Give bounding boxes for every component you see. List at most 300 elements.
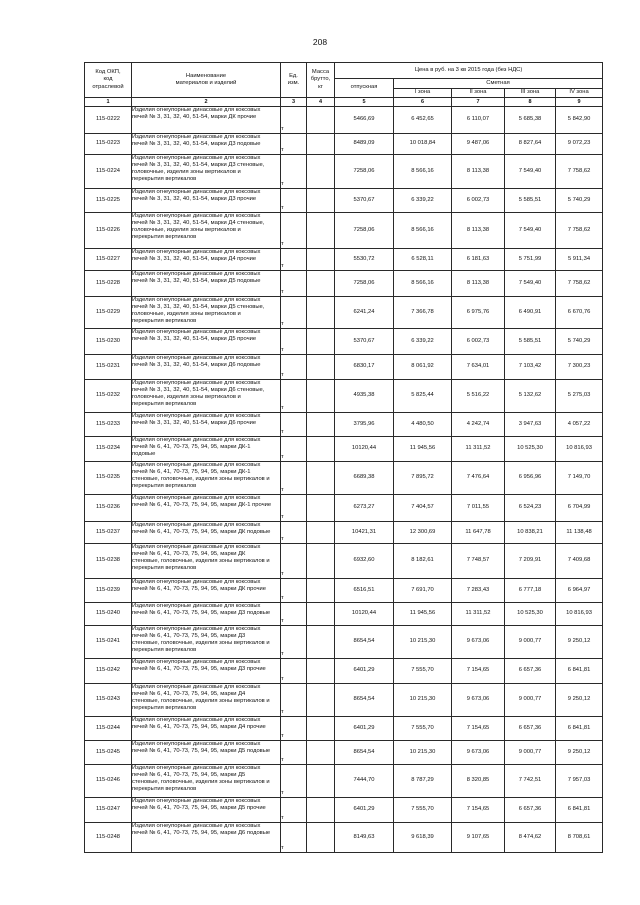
unit-value: т (281, 125, 284, 132)
mass-cell (307, 355, 335, 380)
product-name-line: Изделия огнеупорные динасовые для коксовых (132, 603, 261, 609)
product-name-line: Изделия огнеупорные динасовые для коксовых (132, 684, 261, 690)
zone-4-price: 4 057,22 (567, 420, 591, 427)
table-row (85, 579, 603, 603)
product-name-line: печей № 3, 31, 32, 40, 51-54, марки ДК прочие (132, 114, 257, 121)
column-number: 6 (394, 98, 452, 107)
code-cell (85, 603, 132, 626)
mass-cell (307, 329, 335, 355)
zone-1-price: 7 404,57 (411, 504, 434, 511)
column-number-row (85, 98, 603, 107)
unit-value: т (281, 756, 284, 763)
zone-4-price-cell (556, 249, 603, 271)
product-name-line: перекрытия вертикалов (132, 483, 197, 490)
zone-2-price-cell (452, 522, 505, 544)
zone-2-price-cell (452, 189, 505, 213)
product-name-line: Изделия огнеупорные динасовые для коксовых (132, 380, 261, 386)
zone-1-price: 7 366,78 (411, 308, 434, 315)
unit-cell (281, 413, 307, 437)
zone-2-price: 6 181,63 (466, 255, 490, 262)
zone-3-price: 6 956,96 (518, 474, 542, 481)
zone-2-price: 7 634,01 (466, 363, 490, 370)
product-name-line: перекрытия вертикалов (132, 786, 197, 793)
product-name-line: печей № 3, 31, 32, 40, 51-54, марки Д6 подовые (132, 362, 261, 369)
zone-1-price: 6 452,65 (411, 116, 434, 123)
release-price: 6273,27 (353, 504, 375, 511)
name-cell (132, 765, 281, 798)
name-cell (132, 355, 281, 380)
release-price-cell (335, 717, 394, 741)
product-name-line: Изделия огнеупорные динасовые для коксовых (132, 355, 261, 361)
zone-4-price-cell (556, 297, 603, 329)
table-row (85, 659, 603, 684)
release-price: 7258,06 (353, 279, 375, 286)
header-row (85, 63, 603, 79)
release-price-cell (335, 495, 394, 522)
product-name-line: печей № 3, 31, 32, 40, 51-54, марки Д4 прочие (132, 256, 257, 263)
product-code: 115-0235 (95, 474, 121, 481)
product-name-line: Изделия огнеупорные динасовые для коксовых (132, 413, 261, 419)
zone-2-price-cell (452, 134, 505, 155)
product-name-line: печей № 3, 31, 32, 40, 51-54, марки Д3 прочие (132, 196, 257, 203)
release-price-cell (335, 765, 394, 798)
product-name-line: стеновые, головочные, изделия зоны вертикалов и (132, 698, 270, 705)
table-row (85, 355, 603, 380)
unit-value: т (281, 675, 284, 682)
mass-cell (307, 544, 335, 579)
unit-value: т (281, 262, 284, 269)
zone-3-price: 7 742,51 (518, 777, 542, 784)
zone-4-price: 9 250,12 (567, 638, 591, 645)
mass-cell (307, 798, 335, 823)
product-name-line: Изделия огнеупорные динасовые для коксовых (132, 189, 261, 195)
zone-1-price-cell (394, 329, 452, 355)
release-price: 8654,54 (353, 748, 375, 755)
code-cell (85, 329, 132, 355)
product-name-line: Изделия огнеупорные динасовые для коксовых (132, 659, 261, 665)
zone-1-price-cell (394, 107, 452, 134)
header-zone-2: II зона (452, 89, 505, 98)
zone-2-price: 6 110,07 (466, 116, 490, 123)
table-row (85, 155, 603, 189)
unit-cell (281, 522, 307, 544)
column-number: 1 (85, 98, 132, 107)
product-name-line: стеновые, головочные, изделия зоны вертикалов и (132, 640, 270, 647)
zone-3-price: 9 000,77 (518, 696, 542, 703)
release-price: 10421,31 (351, 528, 377, 535)
unit-value: т (281, 570, 284, 577)
zone-1-price-cell (394, 413, 452, 437)
zone-3-price: 8 827,64 (518, 140, 542, 147)
zone-1-price-cell (394, 626, 452, 659)
zone-4-price: 11 138,48 (566, 528, 592, 535)
unit-value: т (281, 789, 284, 796)
release-price: 3795,96 (353, 420, 375, 427)
unit-cell (281, 380, 307, 413)
product-code: 115-0232 (95, 392, 121, 399)
zone-1-price: 8 566,16 (411, 226, 434, 233)
zone-2-price: 8 113,38 (466, 226, 490, 233)
product-code: 115-0225 (95, 196, 121, 203)
code-cell (85, 134, 132, 155)
zone-2-price-cell (452, 355, 505, 380)
zone-2-price-cell (452, 495, 505, 522)
mass-cell (307, 462, 335, 495)
mass-cell (307, 134, 335, 155)
product-name-line: подовые (132, 451, 156, 458)
zone-1-price-cell (394, 437, 452, 462)
release-price-cell (335, 462, 394, 495)
unit-value: т (281, 320, 284, 327)
zone-1-price-cell (394, 495, 452, 522)
table-row (85, 717, 603, 741)
zone-2-price: 6 975,76 (466, 308, 490, 315)
zone-1-price-cell (394, 544, 452, 579)
unit-value: т (281, 594, 284, 601)
zone-3-price: 6 657,36 (518, 667, 542, 674)
header-estimate-price: Сметная (394, 79, 603, 89)
table-row (85, 544, 603, 579)
unit-cell (281, 155, 307, 189)
name-cell (132, 413, 281, 437)
unit-value: т (281, 650, 284, 657)
zone-2-price-cell (452, 462, 505, 495)
release-price-cell (335, 355, 394, 380)
zone-3-price: 8 474,62 (518, 833, 542, 840)
unit-value: т (281, 453, 284, 460)
unit-cell (281, 462, 307, 495)
product-name-line: печей № 3, 31, 32, 40, 51-54, марки Д5 прочие (132, 336, 257, 343)
release-price-cell (335, 249, 394, 271)
zone-1-price: 7 691,70 (411, 586, 434, 593)
release-price: 6516,51 (353, 586, 375, 593)
code-cell (85, 495, 132, 522)
header-name (132, 63, 281, 98)
zone-4-price: 7 149,70 (567, 474, 591, 481)
zone-3-price-cell (505, 522, 556, 544)
product-code: 115-0244 (95, 724, 121, 731)
product-name-line: печей № 6, 41, 70-73, 75, 94, 95, марки ДК-1 прочие (132, 502, 272, 509)
table-row (85, 603, 603, 626)
zone-4-price-cell (556, 462, 603, 495)
release-price-cell (335, 823, 394, 853)
zone-1-price: 7 555,70 (411, 724, 434, 731)
zone-3-price-cell (505, 579, 556, 603)
zone-2-price: 7 748,57 (466, 557, 490, 564)
zone-2-price-cell (452, 544, 505, 579)
zone-3-price-cell (505, 717, 556, 741)
unit-value: т (281, 732, 284, 739)
zone-2-price-cell (452, 579, 505, 603)
zone-4-price: 5 275,03 (567, 392, 591, 399)
product-name-line: Изделия огнеупорные динасовые для коксовых (132, 626, 261, 632)
table-row (85, 297, 603, 329)
zone-1-price-cell (394, 462, 452, 495)
product-name-line: головочные, изделия зоны вертикалов и (132, 311, 241, 318)
table-row (85, 626, 603, 659)
zone-3-price-cell (505, 544, 556, 579)
zone-1-price: 7 555,70 (411, 806, 434, 813)
product-name-line: печей № 6, 41, 70-73, 75, 94, 95, марки Д3 (132, 633, 246, 640)
product-name-line: Изделия огнеупорные динасовые для коксовых (132, 297, 261, 303)
unit-cell (281, 134, 307, 155)
release-price-cell (335, 155, 394, 189)
zone-1-price: 9 618,39 (411, 833, 434, 840)
mass-cell (307, 189, 335, 213)
mass-cell (307, 413, 335, 437)
zone-4-price-cell (556, 355, 603, 380)
release-price: 5466,69 (353, 116, 375, 123)
table-row (85, 189, 603, 213)
product-name-line: Изделия огнеупорные динасовые для коксовых (132, 579, 261, 585)
zone-1-price-cell (394, 355, 452, 380)
column-number: 9 (556, 98, 603, 107)
zone-3-price: 9 000,77 (518, 638, 542, 645)
header-code-text: отраслевой (92, 83, 124, 90)
zone-1-price-cell (394, 213, 452, 249)
release-price-cell (335, 271, 394, 297)
zone-4-price-cell (556, 271, 603, 297)
zone-1-price: 8 182,61 (411, 557, 434, 564)
table-row (85, 249, 603, 271)
zone-3-price-cell (505, 380, 556, 413)
zone-2-price: 9 107,65 (466, 833, 490, 840)
unit-value: т (281, 513, 284, 520)
header-mass-text: брутто, (310, 76, 331, 83)
table-row (85, 134, 603, 155)
zone-4-price-cell (556, 579, 603, 603)
release-price: 10120,44 (351, 610, 377, 617)
product-name-line: Изделия огнеупорные динасовые для коксовых (132, 717, 261, 723)
mass-cell (307, 626, 335, 659)
name-cell (132, 544, 281, 579)
zone-3-price: 5 585,51 (518, 337, 542, 344)
release-price-cell (335, 413, 394, 437)
header-unit (281, 63, 307, 98)
product-name-line: печей № 3, 31, 32, 40, 51-54, марки Д6 прочие (132, 420, 257, 427)
product-code: 115-0224 (95, 167, 121, 174)
table-row (85, 213, 603, 249)
zone-1-price-cell (394, 765, 452, 798)
product-code: 115-0242 (95, 667, 121, 674)
zone-2-price: 7 154,65 (466, 806, 490, 813)
release-price-cell (335, 741, 394, 765)
mass-cell (307, 213, 335, 249)
mass-cell (307, 684, 335, 717)
zone-2-price-cell (452, 297, 505, 329)
release-price-cell (335, 437, 394, 462)
table-row (85, 380, 603, 413)
product-name-line: Изделия огнеупорные динасовые для коксовых (132, 823, 261, 829)
zone-3-price-cell (505, 271, 556, 297)
zone-3-price: 7 103,42 (518, 363, 542, 370)
product-name-line: Изделия огнеупорные динасовые для коксовых (132, 155, 261, 161)
product-name-line: печей № 3, 31, 32, 40, 51-54, марки Д6 стеновые, (132, 387, 265, 394)
zone-1-price: 7 895,72 (411, 474, 434, 481)
zone-3-price-cell (505, 107, 556, 134)
unit-cell (281, 189, 307, 213)
zone-2-price-cell (452, 684, 505, 717)
mass-cell (307, 380, 335, 413)
product-name-line: печей № 6, 41, 70-73, 75, 94, 95, марки Д5 подовые (132, 748, 271, 755)
zone-2-price: 5 516,22 (466, 392, 490, 399)
unit-cell (281, 603, 307, 626)
zone-4-price-cell (556, 684, 603, 717)
code-cell (85, 437, 132, 462)
product-name-line: перекрытия вертикалов (132, 318, 197, 325)
product-name-line: перекрытия вертикалов (132, 705, 197, 712)
product-code: 115-0247 (95, 806, 121, 813)
zone-1-price: 10 215,30 (409, 696, 436, 703)
name-cell (132, 717, 281, 741)
table-row (85, 684, 603, 717)
mass-cell (307, 297, 335, 329)
unit-value: т (281, 240, 284, 247)
product-name-line: Изделия огнеупорные динасовые для коксовых (132, 544, 261, 550)
release-price: 5370,67 (353, 337, 375, 344)
zone-2-price: 9 673,06 (466, 748, 490, 755)
zone-4-price-cell (556, 659, 603, 684)
unit-cell (281, 659, 307, 684)
unit-value: т (281, 814, 284, 821)
product-name-line: печей № 6, 41, 70-73, 75, 94, 95, марки ДК-1 (132, 444, 251, 451)
name-cell (132, 741, 281, 765)
table-row (85, 413, 603, 437)
zone-3-price: 5 585,51 (518, 196, 542, 203)
product-name-line: Изделия огнеупорные динасовые для коксовых (132, 495, 261, 501)
zone-3-price: 10 838,21 (517, 528, 543, 535)
zone-3-price-cell (505, 329, 556, 355)
code-cell (85, 659, 132, 684)
zone-1-price: 6 339,22 (411, 337, 434, 344)
mass-cell (307, 107, 335, 134)
zone-3-price: 5 685,38 (518, 116, 542, 123)
zone-2-price-cell (452, 603, 505, 626)
release-price: 8654,54 (353, 638, 375, 645)
zone-2-price: 11 647,78 (465, 528, 491, 535)
release-price-cell (335, 213, 394, 249)
release-price-cell (335, 544, 394, 579)
release-price: 7258,06 (353, 226, 375, 233)
zone-1-price-cell (394, 189, 452, 213)
zone-1-price-cell (394, 717, 452, 741)
product-code: 115-0222 (95, 116, 121, 123)
table-body (85, 107, 603, 853)
zone-3-price: 10 525,30 (517, 445, 543, 452)
code-cell (85, 213, 132, 249)
name-cell (132, 823, 281, 853)
product-name-line: печей № 6, 41, 70-73, 75, 94, 95, марки Д3 подовые (132, 610, 271, 617)
release-price: 5530,72 (353, 255, 375, 262)
code-cell (85, 798, 132, 823)
mass-cell (307, 823, 335, 853)
code-cell (85, 462, 132, 495)
zone-2-price-cell (452, 798, 505, 823)
column-number: 4 (307, 98, 335, 107)
header-mass (307, 63, 335, 98)
release-price: 8489,09 (353, 140, 375, 147)
code-cell (85, 189, 132, 213)
zone-4-price-cell (556, 765, 603, 798)
zone-4-price-cell (556, 626, 603, 659)
code-cell (85, 626, 132, 659)
zone-2-price: 7 283,43 (466, 586, 490, 593)
product-name-line: печей № 6, 41, 70-73, 75, 94, 95, марки Д4 прочие (132, 724, 266, 731)
zone-2-price: 8 113,38 (466, 167, 490, 174)
product-name-line: печей № 6, 41, 70-73, 75, 94, 95, марки Д6 подовые (132, 830, 271, 837)
release-price: 7444,70 (353, 777, 375, 784)
zone-1-price: 5 825,44 (411, 392, 434, 399)
header-unit-text: Ед. (289, 72, 298, 79)
zone-3-price-cell (505, 495, 556, 522)
zone-3-price: 3 947,63 (518, 420, 542, 427)
unit-value: т (281, 844, 284, 851)
zone-4-price-cell (556, 798, 603, 823)
column-number: 3 (281, 98, 307, 107)
unit-cell (281, 297, 307, 329)
name-cell (132, 684, 281, 717)
product-name-line: Изделия огнеупорные динасовые для коксовых (132, 437, 261, 443)
unit-cell (281, 437, 307, 462)
zone-4-price: 9 250,12 (567, 748, 591, 755)
zone-3-price: 6 657,36 (518, 806, 542, 813)
product-name-line: Изделия огнеупорные динасовые для коксовых (132, 271, 261, 277)
zone-1-price: 6 339,22 (411, 196, 434, 203)
zone-4-price: 6 964,97 (567, 586, 591, 593)
unit-cell (281, 213, 307, 249)
unit-cell (281, 544, 307, 579)
zone-2-price-cell (452, 380, 505, 413)
zone-3-price-cell (505, 155, 556, 189)
zone-1-price-cell (394, 579, 452, 603)
zone-2-price: 7 154,65 (466, 667, 490, 674)
column-number: 8 (505, 98, 556, 107)
unit-cell (281, 717, 307, 741)
release-price-cell (335, 380, 394, 413)
zone-4-price: 10 816,93 (566, 610, 592, 617)
zone-2-price-cell (452, 765, 505, 798)
name-cell (132, 495, 281, 522)
code-cell (85, 271, 132, 297)
name-cell (132, 603, 281, 626)
code-cell (85, 249, 132, 271)
header-code-text: код (103, 76, 113, 83)
product-code: 115-0226 (95, 226, 121, 233)
release-price-cell (335, 603, 394, 626)
name-cell (132, 249, 281, 271)
unit-value: т (281, 204, 284, 211)
release-price: 6401,29 (353, 806, 375, 813)
zone-1-price-cell (394, 684, 452, 717)
zone-2-price: 4 242,74 (466, 420, 490, 427)
zone-2-price-cell (452, 741, 505, 765)
header-mass-text: кг (318, 83, 323, 90)
product-name-line: печей № 6, 41, 70-73, 75, 94, 95, марки ДК подовые (132, 529, 271, 536)
product-name-line: Изделия огнеупорные динасовые для коксовых (132, 765, 261, 771)
table-row (85, 107, 603, 134)
zone-3-price-cell (505, 741, 556, 765)
name-cell (132, 522, 281, 544)
zone-2-price: 7 154,65 (466, 724, 490, 731)
name-cell (132, 659, 281, 684)
header-name-text: Наименование (185, 72, 227, 79)
product-name-line: печей № 6, 41, 70-73, 75, 94, 95, марки ДК прочие (132, 586, 266, 593)
zone-2-price: 8 320,85 (466, 777, 490, 784)
zone-3-price-cell (505, 437, 556, 462)
release-price-cell (335, 626, 394, 659)
code-cell (85, 413, 132, 437)
product-name-line: головочные, изделия зоны вертикалов и (132, 169, 241, 176)
